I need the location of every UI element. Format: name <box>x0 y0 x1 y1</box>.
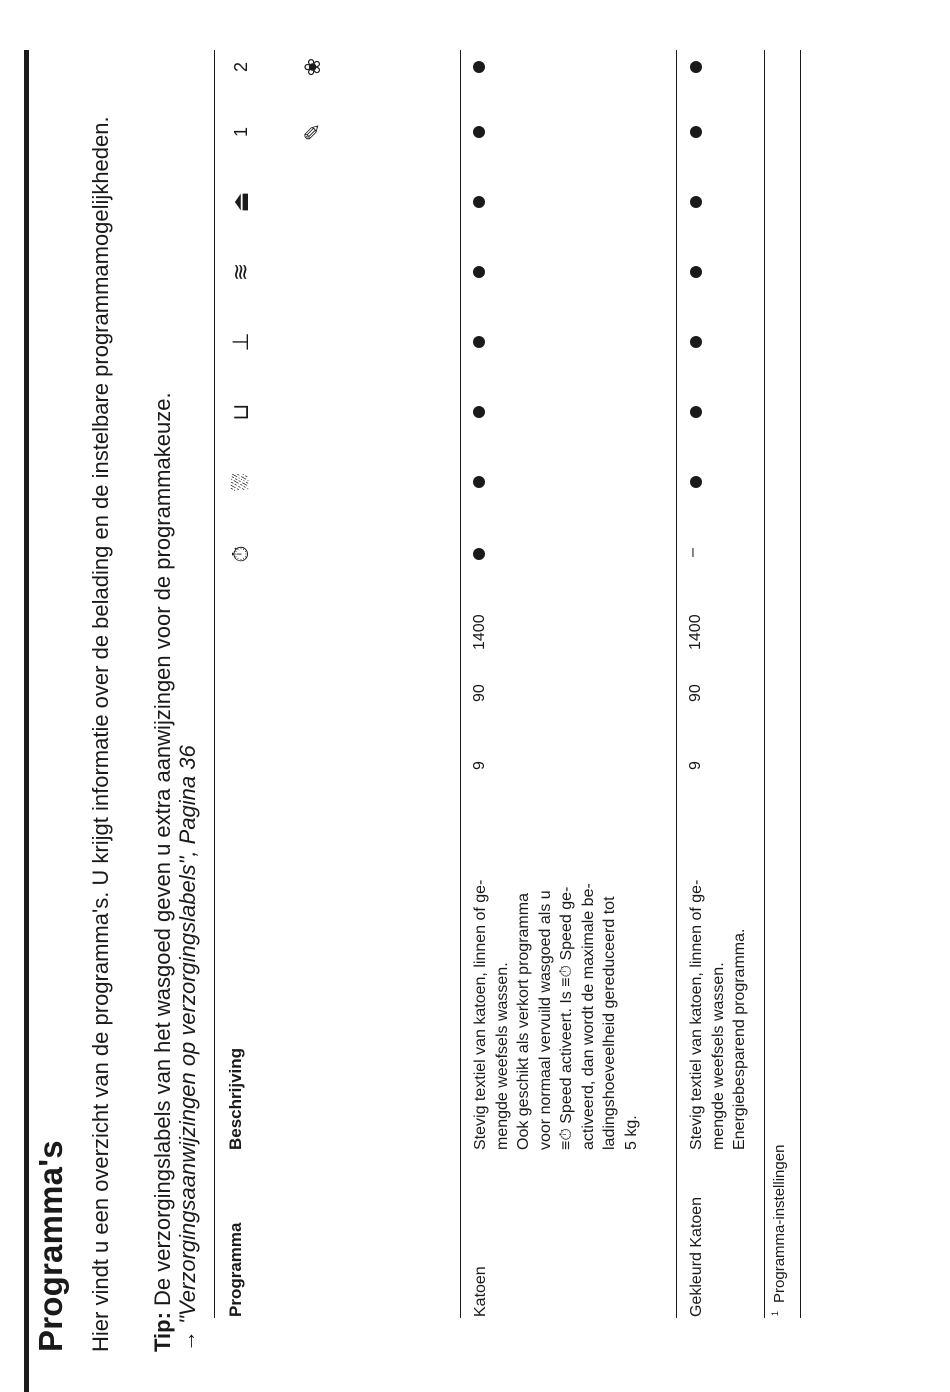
row1-mark-speed <box>473 548 485 560</box>
row2-mark-3 <box>690 406 702 418</box>
tip-reference-link[interactable]: "Verzorgingsaanwijzingen op verzorgingslabels" <box>175 856 200 1324</box>
wash-temperature-icon: ⛆ <box>228 473 253 491</box>
row1-mark-8 <box>473 61 485 73</box>
tip-text <box>150 92 200 1352</box>
row1-program: Katoen <box>472 1266 489 1317</box>
page-title: Programma's <box>32 1140 69 1352</box>
row2-mark-speed: – <box>684 548 701 557</box>
row1-load: 9 <box>471 761 488 770</box>
tip-page: , Pagina 36 <box>175 745 200 857</box>
top-rule <box>24 50 29 1392</box>
row1-spin: 1400 <box>471 614 488 650</box>
row1-mark-4 <box>473 336 485 348</box>
header-bottom-rule <box>460 50 461 1318</box>
header-description: Beschrijving <box>226 1047 245 1150</box>
row1-mark-3 <box>473 406 485 418</box>
row2-program: Gekleurd Katoen <box>688 1196 705 1317</box>
footnote-text: Programma-instellingen <box>771 1144 788 1303</box>
footnote-mark: 1 <box>770 1310 780 1316</box>
header-top-rule <box>214 50 215 1318</box>
speed-icon: ⏱ <box>228 545 253 563</box>
row2-mark-7 <box>690 126 702 138</box>
tip-label: Tip: <box>150 1312 175 1352</box>
intro-text: Hier vindt u een overzicht van de programma's. U krijgt informatie over de belading en de instelbare programmamogelijkheden. <box>88 116 113 1352</box>
sup-label-2: 2 <box>231 62 251 73</box>
row1-mark-2 <box>473 476 485 488</box>
wash-tub-line-icon: ⊥ <box>228 332 253 352</box>
table-bottom-rule <box>764 50 765 1318</box>
row2-mark-4 <box>690 336 702 348</box>
row2-mark-5 <box>690 266 702 278</box>
footnote-rule <box>800 50 801 1318</box>
row2-spin: 1400 <box>687 614 704 650</box>
row2-mark-6 <box>690 196 702 208</box>
footnote <box>770 1145 788 1316</box>
row1-mark-5 <box>473 266 485 278</box>
row1-temp: 90 <box>471 684 488 702</box>
row-separator <box>676 50 677 1318</box>
stain-icon: ✎ <box>300 122 325 142</box>
rotated-page: Programma's Hier vindt u een overzicht van de programma's. U krijgt informatie over de belading en de instelbare programmamogelijkheden. Tip: De verzorgingslabels van het wasgoed geven u extra aanwijzingen voor de programmakeuze. → "Verzorgingsaanwijzingen op verzorgingslabels", Pagina 36 Programma Beschrijving ⏱ ⛆ ⊔ ⊥ ≋ ⏏ 1 2 ✎ ❀ Katoen Stevig textiel van katoen, linnen of ge- mengde weefsels wassen. Ook geschikt als verkort programma voor normaal vervuild wasgoed als u ≡⏱ Speed activeert. Is ≡⏱ Speed ge- activeerd, dan wordt de maximale be- ladingshoeveelheid gereduceerd tot 5 kg. 9 90 1400 Gekleurd Katoen Stevig textiel van katoen, linnen of ge- mengde weefsels wassen. Energiebesparend programma. 9 90 1400 – $^1$Programma-instellingen <box>0 0 950 1392</box>
wash-tub-wavy-icon: ≋ <box>228 262 253 282</box>
row1-mark-7 <box>473 126 485 138</box>
sup-label-1: 1 <box>231 127 251 138</box>
row2-mark-2 <box>690 476 702 488</box>
rinse-plus-icon: ❀ <box>300 57 325 77</box>
wash-tub-icon: ⊔ <box>228 403 253 421</box>
row2-mark-8 <box>690 61 702 73</box>
row1-mark-6 <box>473 196 485 208</box>
row2-load: 9 <box>687 761 704 770</box>
tip-body: De verzorgingslabels van het wasgoed geven u extra aanwijzingen voor de programmakeuze. <box>150 392 175 1313</box>
header-program: Programma <box>226 1222 245 1317</box>
tip-arrow: → <box>175 1330 200 1352</box>
row2-temp: 90 <box>687 684 704 702</box>
iron-icon: ⏏ <box>228 191 253 213</box>
